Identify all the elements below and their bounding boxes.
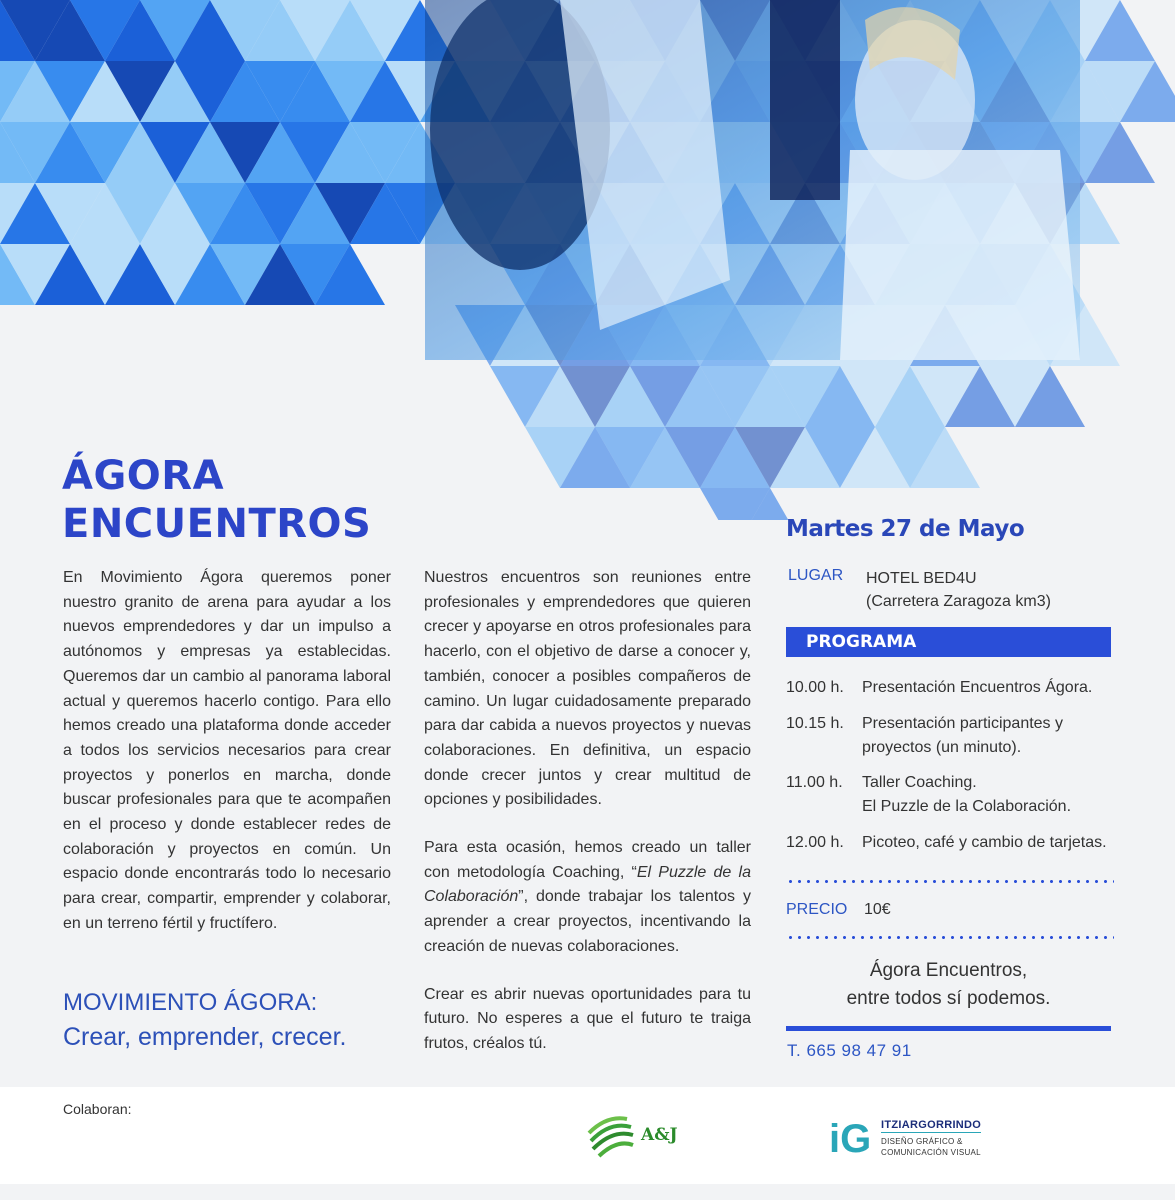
- aj-logo-text: A&J: [641, 1125, 678, 1145]
- schedule-desc: [862, 771, 1116, 819]
- people-photo: [425, 0, 1080, 360]
- title-line-2: ENCUENTROS: [62, 501, 372, 547]
- programa-label: PROGRAMA: [806, 632, 917, 652]
- lugar-label: LUGAR: [788, 567, 844, 584]
- schedule-desc-line-2: El Puzzle de la Colaboración.: [862, 798, 1072, 815]
- description-paragraph-2: [424, 836, 751, 960]
- schedule-time: 10.00 h.: [786, 679, 844, 696]
- closing-line-1: Ágora Encuentros,: [869, 960, 1028, 981]
- closing-line-2: entre todos sí podemos.: [846, 988, 1051, 1009]
- schedule-time: 10.15 h.: [786, 715, 844, 732]
- schedule-item: [786, 771, 1116, 819]
- schedule-desc-line-1: Taller Coaching.: [862, 774, 977, 791]
- schedule-desc-line-1: Picoteo, café y cambio de tarjetas.: [862, 834, 1107, 851]
- intro-column: [63, 566, 391, 937]
- phone-number: T. 665 98 47 91: [787, 1041, 912, 1060]
- schedule-desc: [862, 712, 1116, 760]
- dotted-divider: [786, 880, 1114, 883]
- ig-tagline-2: COMUNICACIÓN VISUAL: [881, 1148, 981, 1157]
- dotted-divider: [786, 936, 1114, 939]
- p2-start: Para esta ocasión, hemos creado un taller con metodología Coaching, “: [424, 839, 751, 881]
- lugar-line-1: HOTEL BED4U: [866, 570, 977, 587]
- precio-label: PRECIO: [786, 901, 848, 918]
- precio-value: 10€: [864, 901, 891, 918]
- colaboran-label: Colaboran:: [63, 1101, 132, 1117]
- closing-divider: [786, 1026, 1111, 1031]
- closing-message: [786, 957, 1111, 1013]
- schedule-desc: [862, 831, 1116, 855]
- programa-header: [786, 627, 1111, 657]
- schedule-item: [786, 676, 1116, 700]
- schedule-time: 11.00 h.: [786, 774, 843, 791]
- svg-text:iG: iG: [829, 1117, 872, 1158]
- page-title: [62, 452, 371, 548]
- ig-logo-icon: [829, 1116, 873, 1158]
- schedule-desc-line-2: proyectos (un minuto).: [862, 739, 1022, 756]
- schedule-desc: [862, 676, 1116, 700]
- event-date: Martes 27 de Mayo: [786, 516, 1025, 542]
- title-line-1: ÁGORA: [62, 453, 225, 499]
- schedule-desc-line-1: Presentación participantes y: [862, 715, 1063, 732]
- hero-triangle-mosaic: [0, 0, 1175, 520]
- schedule-item: [786, 831, 1116, 855]
- lugar-line-2: (Carretera Zaragoza km3): [866, 593, 1051, 610]
- description-column: [424, 566, 751, 1080]
- schedule-item: [786, 712, 1116, 760]
- slogan: [63, 986, 408, 1054]
- slogan-line-2: Crear, emprender, crecer.: [63, 1023, 347, 1051]
- description-paragraph-1: Nuestros encuentros son reuniones entre profesionales y emprendedores que quieren crecer y apoyarse en otros profesionales para hacerlo, con el objetivo de darse a conocer y, también, conocer a posibles compañeros de camino. Un lugar cuidadosamente preparado para dar cabida a nuevos proyectos y nuevas colaboraciones. En definitiva, un espacio donde crecer juntos y crear multitud de opciones y posibilidades.: [424, 569, 751, 809]
- aj-logo-icon: [585, 1111, 635, 1161]
- description-paragraph-3: Crear es abrir nuevas oportunidades para tu futuro. No esperes a que el futuro te traiga frutos, créalos tú.: [424, 985, 751, 1052]
- workshop-name: El Puzzle de la Colaboración: [424, 863, 751, 906]
- schedule-desc-line-1: Presentación Encuentros Ágora.: [862, 679, 1093, 696]
- intro-paragraph: En Movimiento Ágora queremos poner nuestro granito de arena para ayudar a los nuevos emprendedores y dar un impulso a autónomos y empresas ya establecidas. Queremos dar un cambio al panorama laboral actual y queremos hacerlo contigo. Para ello hemos creado una plataforma donde acceder a todos los servicios necesarios para crear proyectos y ponerlos en marcha, donde buscar profesionales para que te acompañen en el proceso y donde establecer redes de colaboración y proyectos en común. Un espacio donde encontrarás todo lo necesario para crear, compartir, emprender y colaborar, en un terreno fértil y fructífero.: [63, 569, 391, 932]
- p2-end: ”, donde trabajar los talentos y aprender a crear proyectos, incentivando la creación de nuevas colaboraciones.: [424, 888, 751, 955]
- ig-tagline-1: DISEÑO GRÁFICO &: [881, 1137, 963, 1146]
- schedule-list: [786, 676, 1116, 855]
- schedule-time: 12.00 h.: [786, 834, 844, 851]
- lugar-value: [866, 567, 1051, 613]
- slogan-line-1: MOVIMIENTO ÁGORA:: [63, 989, 318, 1016]
- ig-company-name: ITZIARGORRINDO: [881, 1119, 982, 1131]
